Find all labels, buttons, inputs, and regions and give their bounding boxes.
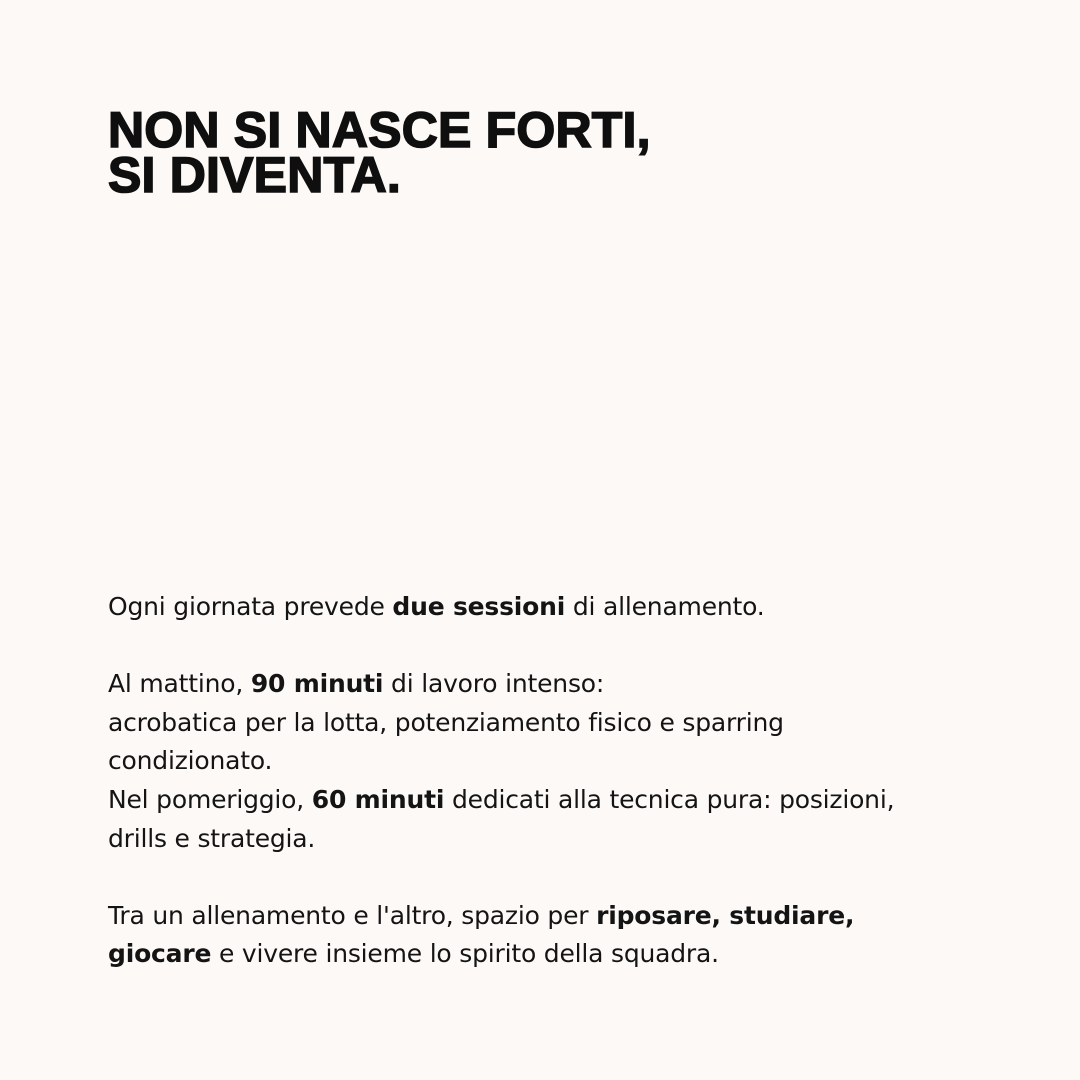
morning-text-after: di lavoro intenso: — [383, 669, 605, 699]
afternoon-text-before: Nel pomeriggio, — [108, 784, 312, 814]
sessions-text-before: Ogni giornata prevede — [108, 592, 393, 621]
sessions-emphasis: due sessioni — [392, 592, 566, 621]
paragraph-schedule — [108, 665, 948, 858]
morning-duration: 90 minuti — [250, 669, 384, 699]
body-text — [108, 588, 948, 974]
paragraph-free-time — [108, 897, 948, 974]
afternoon-text-after: dedicati alla tecnica pura: posizioni, drills e strategia. — [108, 784, 895, 853]
headline — [108, 102, 651, 203]
paragraph-sessions — [108, 588, 948, 627]
free-time-text-before: Tra un allenamento e l'altro, spazio per — [108, 900, 597, 930]
headline-line-2: SI DIVENTA. — [108, 147, 401, 203]
free-time-text-after: e vivere insieme lo spirito della squadra. — [211, 939, 719, 969]
free-time-emphasis: riposare, studiare, giocare — [108, 900, 855, 969]
paragraph-spacer — [108, 627, 948, 666]
morning-activities: acrobatica per la lotta, potenziamento fisico e sparring condizionato. — [108, 707, 784, 776]
afternoon-duration: 60 minuti — [311, 784, 445, 814]
headline-line-1: NON SI NASCE FORTI, — [108, 102, 651, 158]
morning-text-before: Al mattino, — [108, 669, 251, 699]
sessions-text-after: di allenamento. — [565, 592, 765, 621]
paragraph-spacer — [108, 858, 948, 897]
